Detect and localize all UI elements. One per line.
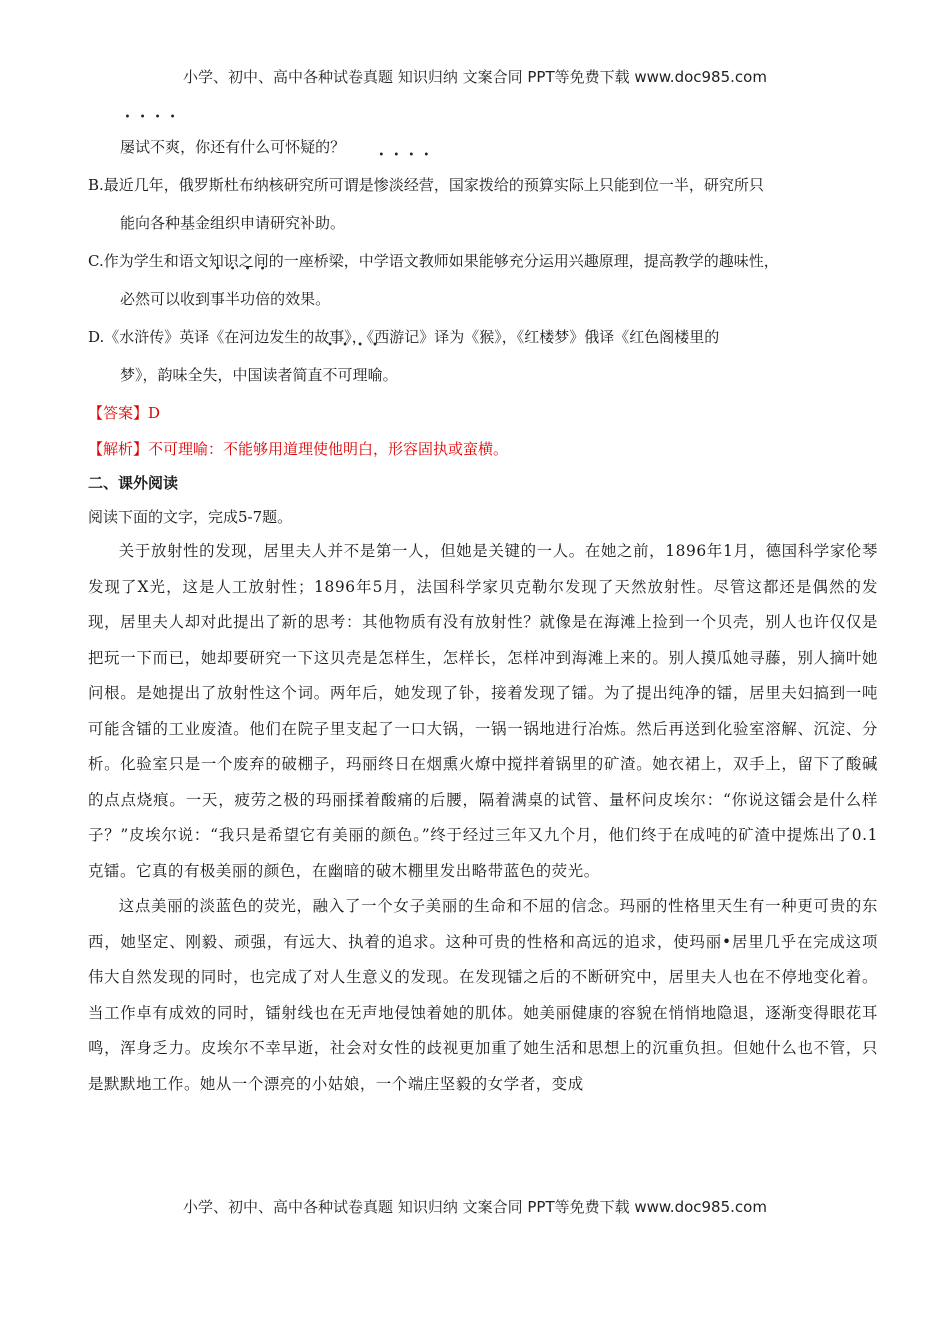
option-a-continuation: 屡试不爽，你还有什么可怀疑的？ [120,138,346,156]
document-body [88,128,878,1102]
emphasis-phrase: 屡试不爽 [120,138,181,156]
section-title: 二、课外阅读 [88,474,179,492]
emphasis-phrase: 惨淡经营 [373,176,434,194]
emphasis-phrase: 事半功倍 [210,290,271,308]
option-c-line2: 必然可以收到事半功倍的效果。 [120,290,331,308]
option-d-line1: D.《水浒传》英译《在河边发生的故事》，《西游记》译为《猴》，《红楼梦》俄译《红色阁楼里的 [88,328,720,346]
answer-value: D [148,404,161,422]
option-c-line1: C.作为学生和语文知识之间的一座桥梁，中学语文教师如果能够充分运用兴趣原理，提高教学的趣味性， [88,252,779,270]
analysis-label: 【解析】 [88,440,149,458]
analysis-line [88,432,878,466]
section-intro: 阅读下面的文字，完成5-7题。 [88,508,293,526]
analysis-value: 不可理喻：不能够用道理使他明白，形容固执或蛮横。 [148,440,509,458]
option-d-line2: 梦》，韵味全失，中国读者简直不可理喻。 [120,366,398,384]
emphasis-phrase: 不可理喻 [322,366,383,384]
answer-label: 【答案】 [88,404,149,422]
reading-passage [88,534,878,1102]
option-b-line2: 能向各种基金组织申请研究补助。 [120,214,346,232]
option-b-line1: B.最近几年，俄罗斯杜布纳核研究所可谓是惨淡经营，国家拨给的预算实际上只能到位一半，研究所只 [88,176,764,194]
page-header: 小学、初中、高中各种试卷真题 知识归纳 文案合同 PPT等免费下载 www.doc985.com [183,68,767,86]
page-footer: 小学、初中、高中各种试卷真题 知识归纳 文案合同 PPT等免费下载 www.doc985.com [183,1198,767,1216]
passage-paragraph-2: 这点美丽的淡蓝色的荧光，融入了一个女子美丽的生命和不屈的信念。玛丽的性格里天生有一种更可贵的东西，她坚定、刚毅、顽强，有远大、执着的追求。这种可贵的性格和高远的追求，使玛丽•居里几乎在完成这项伟大自然发现的同时，也完成了对人生意义的发现。在发现镭之后的不断研究中，居里夫人也在不停地变化着。当工作卓有成效的同时，镭射线也在无声地侵蚀着她的肌体。她美丽健康的容貌在悄悄地隐退，逐渐变得眼花耳鸣，浑身乏力。皮埃尔不幸早逝，社会对女性的歧视更加重了她生活和思想上的沉重负担。但她什么也不管，只是默默地工作。她从一个漂亮的小姑娘，一个端庄坚毅的女学者，变成 [88,897,878,1093]
answer-line [88,394,878,432]
passage-paragraph-1: 关于放射性的发现，居里夫人并不是第一人，但她是关键的一人。在她之前，1896年1月，德国科学家伦琴发现了X光，这是人工放射性；1896年5月，法国科学家贝克勒尔发现了天然放射性。尽管这都还是偶然的发现，居里夫人却对此提出了新的思考：其他物质有没有放射性？就像是在海滩上捡到一个贝壳，别人也许仅仅是把玩一下而已，她却要研究一下这贝壳是怎样生，怎样长，怎样冲到海滩上来的。别人摸瓜她寻藤，别人摘叶她问根。是她提出了放射性这个词。两年后，她发现了钋，接着发现了镭。为了提出纯净的镭，居里夫妇搞到一吨可能含镭的工业废渣。他们在院子里支起了一口大锅，一锅一锅地进行冶炼。然后再送到化验室溶解、沉淀、分析。化验室只是一个废弃的破棚子，玛丽终日在烟熏火燎中搅拌着锅里的矿渣。她衣裙上，双手上，留下了酸碱的点点烧痕。一天，疲劳之极的玛丽揉着酸痛的后腰，隔着满桌的试管、量杯问皮埃尔：“你说这镭会是什么样子？”皮埃尔说：“我只是希望它有美丽的颜色。”终于经过三年又九个月，他们终于在成吨的矿渣中提炼出了0.1克镭。它真的有极美丽的颜色，在幽暗的破木棚里发出略带蓝色的荧光。 [88,542,878,880]
